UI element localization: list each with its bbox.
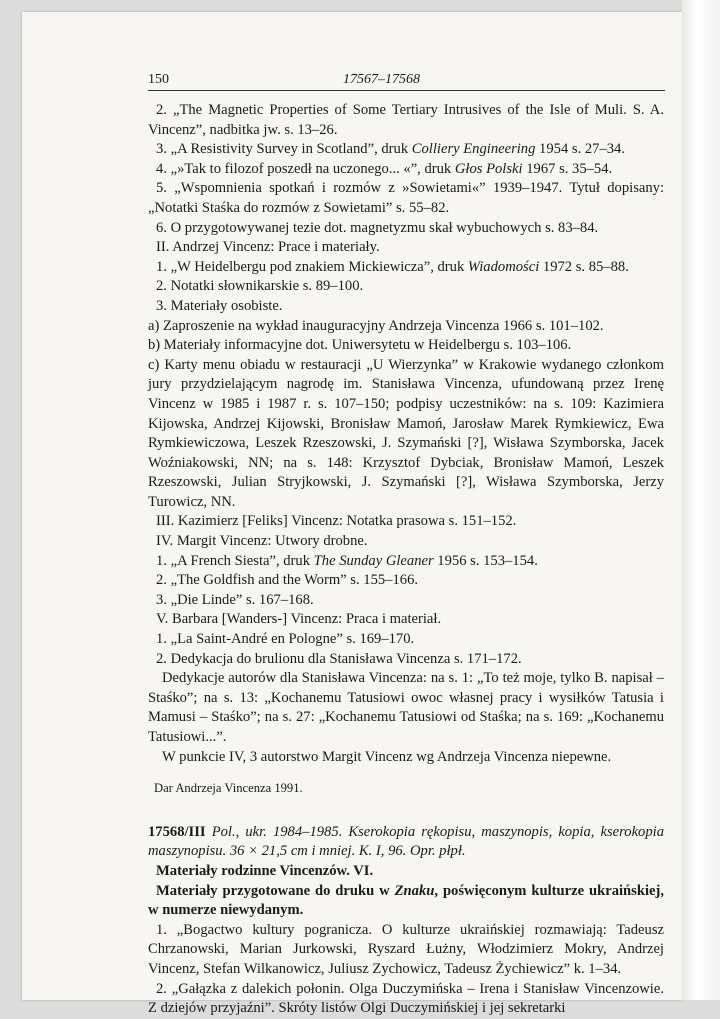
text-line: a) Zaproszenie na wykład inauguracyjny Andrzeja Vincenza 1966 s. 101–102. bbox=[148, 317, 604, 334]
periodical-title: The Sunday Gleaner bbox=[313, 552, 434, 569]
page-number: 150 bbox=[148, 72, 169, 87]
text-line: 3. „Die Linde” s. 167–168. bbox=[156, 591, 314, 608]
text-span: Materiały przygotowane do druku w bbox=[156, 882, 395, 899]
catalog-text bbox=[148, 101, 664, 1019]
periodical-title: Głos Polski bbox=[454, 160, 523, 177]
section-heading: V. Barbara [Wanders-] Vincenz: Praca i materiał. bbox=[156, 611, 442, 628]
text-line: 3. Materiały osobiste. bbox=[156, 297, 283, 314]
text-line: 5. „Wspomnienia spotkań i rozmów z »Sowietami«” 1939–1947. Tytuł dopisany: „Notatki Staśka do rozmów z Sowietami” s. 55–82. bbox=[148, 180, 664, 216]
text-line: 2. Dedykacja do brulionu dla Stanisława Vincenza s. 171–172. bbox=[156, 650, 522, 667]
entry-subtitle bbox=[148, 882, 664, 921]
text-line: 2. „The Magnetic Properties of Some Tertiary Intrusives of the Isle of Muli. S. A. Vincenz”, nadbitka jw. s. 13–26. bbox=[148, 102, 664, 138]
text-span: 1956 s. 153–154. bbox=[433, 552, 538, 569]
catalog-entry-header bbox=[148, 823, 664, 862]
text-line bbox=[148, 258, 664, 278]
text-line bbox=[148, 140, 664, 160]
catalog-range: 17567–17568 bbox=[343, 72, 420, 87]
text-line: c) Karty menu obiadu w restauracji „U Wierzynka” w Krakowie wydanego członkom jury przydzielającym nagrodę im. Stanisława Vincenza, ufundowaną przez Irenę Vincenz w 1985 i 1987 r. s. 107–150; podpisy uczestników: na s. 109: Kazimiera Kijowska, Andrzej Kijowski, Bronisław Mamoń, Jarosław Marek Rymkiewicz, Ewa Rymkiewiczowa, Leszek Rzeszowski, J. Szymański [?], Wisława Szymborska, Jacek Woźniakowski, NN; na s. 148: Krzysztof Dybciak, Bronisław Mamoń, Leszek Rzeszowski, Julian Stryjkowski, J. Szymański [?], Wisława Szymborska, Jerzy Turowicz, NN. bbox=[148, 356, 664, 510]
text-line bbox=[148, 160, 664, 180]
provenance-note: Dar Andrzeja Vincenza 1991. bbox=[154, 781, 303, 796]
text-line: 1. „Bogactwo kultury pogranicza. O kulturze ukraińskiej rozmawiają: Tadeusz Chrzanowski, Marian Jurkowski, Ryszard Łużny, Włodzimierz Mokry, Andrzej Vincenz, Stefan Wilkanowicz, Juliusz Zychowicz, Tadeusz Żychiewicz” k. 1–34. bbox=[148, 921, 664, 977]
periodical-title: Colliery Engineering bbox=[411, 141, 536, 158]
text-span: 1. „A French Siesta”, druk bbox=[156, 552, 314, 569]
entry-number: 17568/III bbox=[148, 823, 206, 840]
text-line: 2. Notatki słownikarskie s. 89–100. bbox=[156, 278, 364, 295]
text-span: 4. „»Tak to filozof poszedł na uczonego... «”, druk bbox=[156, 160, 455, 177]
text-span: 1954 s. 27–34. bbox=[535, 141, 625, 158]
text-line: 1. „La Saint-André en Pologne” s. 169–170. bbox=[156, 631, 415, 648]
text-line: 2. „Gałązka z dalekich połonin. Olga Duczymińska – Irena i Stanisław Vincenzowie. Z dziejów przyjaźni”. Skróty listów Olgi Duczymińskiej i jej sekretarki bbox=[148, 980, 664, 1017]
entry-title: Materiały rodzinne Vincenzów. VI. bbox=[156, 862, 374, 879]
text-span: , poświęconym kulturze ukraińskiej, w numerze niewydanym. bbox=[148, 882, 664, 919]
text-line: b) Materiały informacyjne dot. Uniwersytetu w Heidelbergu s. 103–106. bbox=[148, 337, 572, 354]
text-line: 6. O przygotowywanej tezie dot. magnetyzmu skał wybuchowych s. 83–84. bbox=[156, 219, 599, 236]
text-span: 3. „A Resistivity Survey in Scotland”, druk bbox=[156, 141, 412, 158]
entry-description: Pol., ukr. 1984–1985. Kserokopia rękopisu, maszynopis, kopia, kserokopia maszynopisu. 36 × 21,5 cm i mniej. K. I, 96. Opr. płpł. bbox=[148, 823, 664, 860]
text-line: Dedykacje autorów dla Stanisława Vincenza: na s. 1: „To też moje, tylko B. napisał – Staśko”; na s. 13: „Kochanemu Tatusiowi owoc własnej pracy i wysiłków Tatusia i Mamusi – Staśko”; na s. 27: „Kochanemu Tatusiowi od Staśka; na s. 169: „Kochanemu Tatusiowi...”. bbox=[148, 670, 664, 745]
text-span: 1972 s. 85–88. bbox=[539, 258, 629, 275]
periodical-title: Znaku bbox=[394, 882, 435, 899]
section-heading: II. Andrzej Vincenz: Prace i materiały. bbox=[156, 239, 380, 256]
running-header bbox=[148, 70, 665, 91]
text-line: 2. „The Goldfish and the Worm” s. 155–166. bbox=[156, 572, 419, 589]
text-span: 1. „W Heidelbergu pod znakiem Mickiewicza”, druk bbox=[156, 258, 468, 275]
periodical-title: Wiadomości bbox=[467, 258, 540, 275]
text-line bbox=[148, 552, 664, 572]
text-span: 1967 s. 35–54. bbox=[522, 160, 613, 177]
section-heading: III. Kazimierz [Feliks] Vincenz: Notatka prasowa s. 151–152. bbox=[156, 513, 517, 530]
section-heading: IV. Margit Vincenz: Utwory drobne. bbox=[156, 533, 368, 550]
adjacent-page-edge bbox=[682, 0, 720, 1000]
text-line: W punkcie IV, 3 autorstwo Margit Vincenz wg Andrzeja Vincenza niepewne. bbox=[162, 748, 612, 765]
